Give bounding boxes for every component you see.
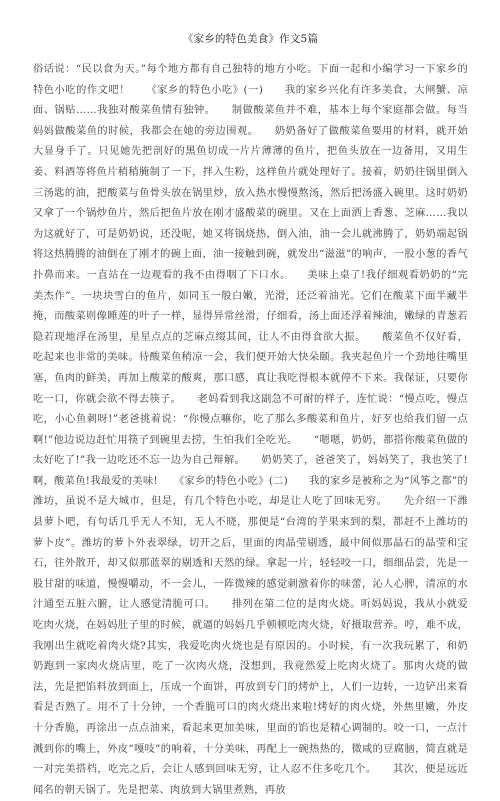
body-text: 俗话说：“民以食为天。”每个地方都有自己独特的地方小吃。下面一起和小编学习一下家乡的特色小吃的作文吧！ 《家乡的特色小吃》(一) 我的家乡兴化有许多美食，大闸蟹、凉面、锅贴……我独对酸菜鱼情有独钟。 制做酸菜鱼并不难，基本上每个家庭都会做。每当妈妈做酸菜鱼的时候，我都会在她的旁边围观。 奶奶备好了做酸菜鱼要用的材料，就开始大显身手了。只见她先把剖好的黑鱼切成一片片薄薄的鱼片，把鱼头放在一边备用，又用生姜、料酒等将鱼片稍稍腌制了一下，拌入生粉，这样鱼片就处理好了。接着，奶奶往锅里倒入三汤匙的油，把酸菜与鱼骨头放在锅里炒，放入热水慢慢熬汤，然后把汤盛入碗里。这时奶奶又拿了一个锅炒鱼片，然后把鱼片放在刚才盛酸菜的碗里。又在上面洒上香葱、芝麻……我以为这就好了，可是奶奶说，还没呢，她又将锅烧热，倒入油，油一会儿就沸腾了，奶奶端起锅将这热腾腾的油倒在了刚才的碗上面，油一接触到碗，就发出“滋滋”的响声，一股小葱的香气扑鼻而来。一直站在一边观看的我不由得咽了下口水。 美味上桌了!我仔细观看奶奶的“完美杰作”。一块块雪白的鱼片，如同玉一般白嫩，光滑，还泛着油光。它们在酸菜下面半藏半掩，而酸菜则像睡莲的叶子一样，显得异常丝滑，仔细看，汤上面还浮着辣油，嫩绿的青葱若隐若现地浮在汤里，星星点点的芝麻点缀其间，让人不由得食欲大振。 酸菜鱼不仅好看，吃起来也非常的美味。待酸菜鱼稍凉一会，我们便开始大快朵颐。我夹起鱼片一个劲地往嘴里塞，鱼肉的鲜美，再加上酸菜的酸爽，那口感，真让我吃得根本就停不下来。我保证，只要你吃一口，你就会欲不得去筷子。 老妈看到我这副急不可耐的样子，连忙说：“慢点吃，慢点吃，小心鱼刺呀!”老爸挑着说：“你慢点嘛你，吃了那么多酸菜和鱼片，好歹也给我们留一点啊!”他边说边赶忙用筷子到碗里去捞，生怕我们全吃光。 “嗯嗯，奶奶，都搭你酸菜鱼做的太好吃了!”我一边吃还不忘一边为自己辩解。 奶奶笑了，爸爸笑了，妈妈笑了，我也笑了! 啊，酸菜鱼!我最爱的美味! 《家乡的特色小吃》(二) 我的家乡是被称之为“风筝之都”的潍坊，虽说不是大城市，但是，有几个特色小吃，却是让人吃了回味无穷。 先介绍一下潍县萝卜吧，有句话几乎无人不知，无人不晓，那便是“台湾的芋果来到的梨，都赶不上潍坊的萝卜皮”。潍坊的萝卜外表翠绿，切开之后，里面的肉晶莹剔透，最中间似那晶石的晶莹和宝石，往外散开，却又似那蓝翠的剔透和天然的绿。拿起一片，轻轻咬一口，细细品尝，先是一股甘甜的味道，慢慢嚼动，不一会儿，一阵微辣的感觉刺激着你的味蕾，沁人心脾，清凉的水汁通至五脏六腑，让人感觉清脆可口。 排列在第二位的是肉火烧。听妈妈说，我从小就爱吃肉火烧，在妈妈肚子里的时候，就逼的妈妈几乎顿顿吃肉火烧，好摄取营养。哼，难不成，我刚出生就吃着肉火烧?其实，我爱吃肉火烧也是有原因的。小时候，有一次我玩累了，和奶奶跑到一家肉火烧店里，吃了一次肉火烧，没想到，我竟然爱上吃肉火烧了。那肉火烧的做法，先是把馅料放到面上，压成一个面饼，再放到专门的烤炉上，人们一边转，一边铲出来看看是否熟了。用不了十分钟，一个香脆可口的肉火烧出来啦!烤好的肉火烧，外焦里嫩，外皮十分香脆，再涂出一点点油来，看起来更加美味，里面的馅也是精心调制的。咬一口，一点汁溅到你的嘴上，外皮“嘎吱”的响着，十分美味，再配上一碗热热的，微咸的豆腐脑，简直就是一对完美搭档，吃完之后，会让人感到回味无穷，让人忍不住多吃几个。 其次，便是远近闻名的朝天锅了。先是把菜、肉放到大锅里煮熟，再放 [33, 64, 490, 796]
document-body [33, 60, 490, 801]
document-title: 《家乡的特色美食》作文5篇 [182, 33, 319, 45]
